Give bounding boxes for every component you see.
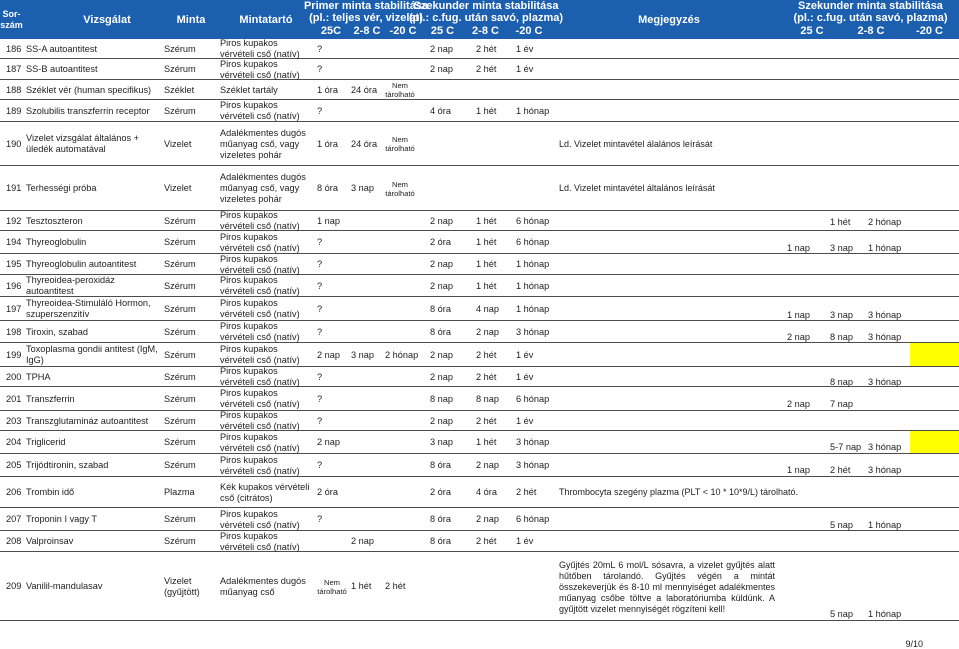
sample-type: Szérum — [164, 216, 196, 226]
secondary-stability-value: 1 nap — [787, 465, 810, 475]
sample-type: Szérum — [164, 281, 196, 291]
stability-value: 8 óra — [430, 514, 451, 524]
row-number: 201 — [6, 394, 22, 404]
stability-value: 2 óra — [430, 237, 451, 247]
secondary-stability-value: 2 nap — [787, 399, 810, 409]
secondary-stability-value: 5 nap — [830, 609, 853, 619]
sample-type: Szérum — [164, 64, 196, 74]
secondary-stability-value: 1 hónap — [868, 609, 902, 619]
stability-value: 8 óra — [430, 304, 451, 314]
stability-value: 2 nap — [430, 281, 453, 291]
stability-value: 3 nap — [351, 183, 374, 193]
sample-type: Szérum — [164, 350, 196, 360]
page-number: 9/10 — [905, 639, 923, 649]
container-type: Adalékmentes dugós műanyag cső — [220, 576, 306, 597]
stability-value: 2 nap — [430, 44, 453, 54]
stability-value: 1 hét — [476, 237, 497, 247]
row-number: 205 — [6, 460, 22, 470]
sample-type: Vizelet — [164, 139, 192, 149]
secondary-stability-value: 3 hónap — [868, 310, 902, 320]
stability-value: 3 nap — [430, 437, 453, 447]
stability-value: 1 hónap — [516, 106, 550, 116]
header-vizsgalat: Vizsgálat — [83, 13, 131, 26]
row-separator — [0, 210, 959, 211]
row-separator — [0, 551, 959, 552]
sample-type: Plazma — [164, 487, 195, 497]
stability-value: 8 óra — [317, 183, 338, 193]
container-type: Kék kupakos vérvételi cső (citrátos) — [220, 482, 310, 503]
secondary-stability-value: 5-7 nap — [830, 442, 862, 452]
secondary-stability-value: 3 hónap — [868, 442, 902, 452]
test-name: SS-B autoantitest — [26, 64, 98, 74]
test-name: Triglicerid — [26, 437, 66, 447]
secondary-stability-value: 3 hónap — [868, 377, 902, 387]
row-number: 204 — [6, 437, 22, 447]
container-type: Piros kupakos vérvételi cső (natív) — [220, 432, 300, 453]
container-type: Piros kupakos vérvételi cső (natív) — [220, 298, 300, 319]
row-separator — [0, 342, 959, 343]
header-temp: 2-8 C — [857, 25, 885, 37]
header-temp: 25 C — [430, 25, 455, 37]
row-number: 199 — [6, 350, 22, 360]
secondary-stability-value: 2 hét — [830, 465, 851, 475]
container-type: Piros kupakos vérvételi cső (natív) — [220, 38, 300, 59]
row-separator — [0, 99, 959, 100]
container-type: Piros kupakos vérvételi cső (natív) — [220, 254, 300, 275]
stability-value: 2 hét — [476, 536, 497, 546]
test-name: Troponin I vagy T — [26, 514, 97, 524]
stability-value: 6 hónap — [516, 394, 550, 404]
stability-value: ? — [317, 237, 323, 247]
test-name: Thyreoidea-Stimuláló Hormon, szuperszenzitív — [26, 298, 151, 319]
stability-value: 2 nap — [476, 514, 499, 524]
sample-type: Szérum — [164, 514, 196, 524]
container-type: Piros kupakos vérvételi cső (natív) — [220, 100, 300, 121]
row-number: 190 — [6, 139, 22, 149]
stability-value: 6 hónap — [516, 237, 550, 247]
stability-value: ? — [317, 372, 323, 382]
row-separator — [0, 296, 959, 297]
secondary-stability-value: 2 nap — [787, 332, 810, 342]
secondary-stability-value: 3 hónap — [868, 332, 902, 342]
row-number: 192 — [6, 216, 22, 226]
stability-value: ? — [317, 514, 323, 524]
container-type: Piros kupakos vérvételi cső (natív) — [220, 455, 300, 476]
stability-value: 1 hónap — [516, 259, 550, 269]
row-number: 187 — [6, 64, 22, 74]
header-sorszam: Sor- szám — [0, 8, 23, 30]
stability-value: 3 hónap — [516, 460, 550, 470]
row-number: 207 — [6, 514, 22, 524]
row-separator — [0, 530, 959, 531]
row-separator — [0, 79, 959, 80]
container-type: Piros kupakos vérvételi cső (natív) — [220, 344, 300, 365]
secondary-stability-value: 8 nap — [830, 377, 853, 387]
row-separator — [0, 507, 959, 508]
header-temp: 25 C — [800, 25, 824, 37]
stability-value: ? — [317, 44, 323, 54]
header-temp: 2-8 C — [472, 25, 499, 37]
test-name: Thyreoglobulin autoantitest — [26, 259, 137, 269]
header-minta: Minta — [176, 13, 206, 26]
header-temp: -20 C — [916, 25, 943, 37]
stability-value: ? — [317, 64, 323, 74]
stability-value: 2 nap — [430, 416, 453, 426]
container-type: Piros kupakos vérvételi cső (natív) — [220, 388, 300, 409]
container-type: Adalékmentes dugós műanyag cső, vagy vizeletes pohár — [220, 172, 306, 204]
stability-value: ? — [317, 460, 323, 470]
row-number: 188 — [6, 85, 22, 95]
stability-value: 1 óra — [317, 139, 338, 149]
test-name: Széklet vér (human specifikus) — [26, 85, 152, 95]
sample-type: Széklet — [164, 85, 195, 95]
secondary-stability-value: 3 nap — [830, 243, 853, 253]
note-text: Thrombocyta szegény plazma (PLT < 10 * 10*9/L) tárolható. — [559, 487, 799, 497]
row-number: 195 — [6, 259, 22, 269]
stability-value: 1 év — [516, 372, 534, 382]
stability-value: 4 óra — [476, 487, 497, 497]
row-separator — [0, 620, 959, 621]
header-temp: 2-8 C — [353, 25, 381, 37]
sample-type: Szérum — [164, 44, 196, 54]
stability-value: 1 óra — [317, 85, 338, 95]
header-szek1-sub: (pl.: c.fug. után savó, plazma) — [408, 12, 564, 24]
stability-value: 2 nap — [430, 64, 453, 74]
test-name: Transzferrin — [26, 394, 75, 404]
stability-value: 4 óra — [430, 106, 451, 116]
stability-value: 2 hét — [516, 487, 537, 497]
row-number: 200 — [6, 372, 22, 382]
sample-type: Szérum — [164, 460, 196, 470]
stability-value: 24 óra — [351, 85, 378, 95]
stability-value: 1 hét — [476, 106, 497, 116]
sample-type: Szérum — [164, 372, 196, 382]
container-type: Piros kupakos vérvételi cső (natív) — [220, 366, 300, 387]
row-number: 186 — [6, 44, 22, 54]
container-type: Piros kupakos vérvételi cső (natív) — [220, 410, 300, 431]
row-number: 203 — [6, 416, 22, 426]
stability-value: 8 nap — [476, 394, 499, 404]
row-number: 197 — [6, 304, 22, 314]
stability-value: Nem tárolható — [385, 135, 415, 153]
stability-value: 1 év — [516, 416, 534, 426]
sample-type: Szérum — [164, 394, 196, 404]
stability-value: 3 nap — [351, 350, 374, 360]
stability-value: Nem tárolható — [385, 81, 415, 99]
secondary-stability-value: 1 nap — [787, 243, 810, 253]
container-type: Piros kupakos vérvételi cső (natív) — [220, 321, 300, 342]
secondary-stability-value: 1 hónap — [868, 520, 902, 530]
container-type: Piros kupakos vérvételi cső (natív) — [220, 232, 300, 253]
sample-type: Szérum — [164, 536, 196, 546]
row-number: 191 — [6, 183, 22, 193]
stability-value: 6 hónap — [516, 216, 550, 226]
row-separator — [0, 366, 959, 367]
note-text: Gyűjtés 20mL 6 mol/L sósavra, a vizelet gyűjtés alatt hűtőben tárolandó. Gyűjtés végén a mintát összekeverjük és 8-10 ml mennyiséget adalékmentes műanyag csőbe töltve a laboratóriumba küldünk. A gyűjtött vizelet mennyiségét rögzíteni kell! — [559, 560, 775, 614]
sample-type: Szérum — [164, 416, 196, 426]
stability-value: 1 nap — [317, 216, 340, 226]
sample-type: Vizelet (gyűjtött) — [164, 576, 200, 597]
container-type: Piros kupakos vérvételi cső (natív) — [220, 210, 300, 231]
secondary-stability-value: 5 nap — [830, 520, 853, 530]
sample-type: Szérum — [164, 259, 196, 269]
stability-value: 2 óra — [317, 487, 338, 497]
test-name: Szolubilis transzferrin receptor — [26, 106, 150, 116]
row-separator — [0, 320, 959, 321]
test-name: Toxoplasma gondii antitest (IgM, IgG) — [26, 344, 158, 365]
stability-value: ? — [317, 281, 323, 291]
test-name: SS-A autoantitest — [26, 44, 97, 54]
container-type: Piros kupakos vérvételi cső (natív) — [220, 275, 300, 296]
row-separator — [0, 230, 959, 231]
stability-value: 24 óra — [351, 139, 378, 149]
header-szek2-sub: (pl.: c.fug. után savó, plazma) — [793, 12, 948, 24]
row-separator — [0, 165, 959, 166]
row-number: 208 — [6, 536, 22, 546]
test-name: Thyreoglobulin — [26, 237, 87, 247]
container-type: Piros kupakos vérvételi cső (natív) — [220, 59, 300, 80]
stability-value: 2 nap — [430, 372, 453, 382]
stability-value: 1 év — [516, 536, 534, 546]
header-temp: 25C — [320, 25, 342, 37]
container-type: Piros kupakos vérvételi cső (natív) — [220, 509, 300, 530]
row-separator — [0, 476, 959, 477]
stability-value: 2 nap — [430, 259, 453, 269]
note-text: Ld. Vizelet mintavétel álalános leírását — [559, 139, 713, 149]
test-name: TPHA — [26, 372, 51, 382]
stability-value: ? — [317, 106, 323, 116]
stability-value: 2 nap — [476, 327, 499, 337]
row-number: 198 — [6, 327, 22, 337]
stability-value: 1 év — [516, 350, 534, 360]
stability-value: ? — [317, 416, 323, 426]
row-separator — [0, 453, 959, 454]
sample-type: Szérum — [164, 437, 196, 447]
stability-value: 3 hónap — [516, 327, 550, 337]
sample-type: Szérum — [164, 327, 196, 337]
stability-value: 2 nap — [317, 437, 340, 447]
row-separator — [0, 58, 959, 59]
row-number: 196 — [6, 281, 22, 291]
header-temp: -20 C — [389, 25, 417, 37]
header-temp: -20 C — [515, 25, 543, 37]
stability-value: 2 nap — [351, 536, 374, 546]
test-name: Vizelet vizsgálat általános + üledék automatával — [26, 133, 139, 154]
stability-value: 4 nap — [476, 304, 499, 314]
header-primer-sub: (pl.: teljes vér, vizelet) — [309, 12, 423, 24]
sample-type: Szérum — [164, 106, 196, 116]
stability-value: 2 hét — [476, 44, 497, 54]
test-name: Tesztoszteron — [26, 216, 83, 226]
row-number: 209 — [6, 581, 22, 591]
secondary-stability-value: 1 nap — [787, 310, 810, 320]
container-type: Széklet tartály — [220, 85, 278, 95]
secondary-stability-value: 2 hónap — [868, 217, 902, 227]
secondary-stability-value: 1 hét — [830, 217, 851, 227]
row-number: 194 — [6, 237, 22, 247]
stability-value: Nem tárolható — [317, 578, 347, 596]
stability-value: 2 óra — [430, 487, 451, 497]
test-name: Valproinsav — [26, 536, 74, 546]
secondary-stability-value: 3 nap — [830, 310, 853, 320]
stability-value: 1 hét — [351, 581, 372, 591]
stability-value: Nem tárolható — [385, 180, 415, 198]
stability-value: 1 hónap — [516, 281, 550, 291]
container-type: Piros kupakos vérvételi cső (natív) — [220, 531, 300, 552]
stability-value: 3 hónap — [516, 437, 550, 447]
row-separator — [0, 253, 959, 254]
stability-value: 2 hét — [476, 64, 497, 74]
stability-value: 8 óra — [430, 327, 451, 337]
stability-value: 2 nap — [476, 460, 499, 470]
row-separator — [0, 430, 959, 431]
test-name: Tiroxin, szabad — [26, 327, 88, 337]
stability-value: 6 hónap — [516, 514, 550, 524]
row-number: 189 — [6, 106, 22, 116]
header-megjegyzes: Megjegyzés — [638, 13, 700, 26]
stability-value: 2 hét — [476, 372, 497, 382]
test-name: Trombin idő — [26, 487, 75, 497]
sample-type: Szérum — [164, 304, 196, 314]
stability-value: 1 év — [516, 44, 534, 54]
test-name: Terhességi próba — [26, 183, 97, 193]
note-text: Ld. Vizelet mintavétel általános leírását — [559, 183, 715, 193]
highlight-cell — [910, 343, 959, 366]
sample-type: Szérum — [164, 237, 196, 247]
container-type: Adalékmentes dugós műanyag cső, vagy vizeletes pohár — [220, 128, 306, 160]
highlight-cell — [910, 431, 959, 453]
stability-value: 1 hét — [476, 259, 497, 269]
stability-value: ? — [317, 304, 323, 314]
header-mintatarto: Mintatartó — [239, 13, 293, 26]
row-number: 206 — [6, 487, 22, 497]
stability-value: 2 hónap — [385, 350, 419, 360]
stability-value: 2 hét — [385, 581, 406, 591]
stability-value: 1 év — [516, 64, 534, 74]
test-name: Thyreoidea-peroxidáz autoantitest — [26, 275, 115, 296]
stability-value: 2 nap — [430, 350, 453, 360]
secondary-stability-value: 3 hónap — [868, 465, 902, 475]
stability-value: ? — [317, 259, 323, 269]
stability-value: 8 nap — [430, 394, 453, 404]
stability-value: 2 hét — [476, 350, 497, 360]
secondary-stability-value: 8 nap — [830, 332, 853, 342]
stability-value: 1 hét — [476, 437, 497, 447]
stability-value: 2 nap — [430, 216, 453, 226]
test-name: Transzglutamináz autoantitest — [26, 416, 149, 426]
stability-value: 1 hét — [476, 216, 497, 226]
sample-type: Vizelet — [164, 183, 192, 193]
stability-value: ? — [317, 394, 323, 404]
row-separator — [0, 274, 959, 275]
header-primer-title: Primer minta stabilitása — [303, 0, 429, 12]
test-name: Trijódtironin, szabad — [26, 460, 109, 470]
stability-value: 2 nap — [317, 350, 340, 360]
header-szek1-title: Szekunder minta stabilitása — [413, 0, 559, 12]
stability-value: 1 hét — [476, 281, 497, 291]
row-separator — [0, 410, 959, 411]
stability-value: ? — [317, 327, 323, 337]
test-name: Vanilil-mandulasav — [26, 581, 103, 591]
secondary-stability-value: 1 hónap — [868, 243, 902, 253]
stability-value: 1 hónap — [516, 304, 550, 314]
header-szek2-title: Szekunder minta stabilitása — [798, 0, 943, 12]
row-separator — [0, 386, 959, 387]
stability-value: 2 hét — [476, 416, 497, 426]
secondary-stability-value: 7 nap — [830, 399, 853, 409]
row-separator — [0, 121, 959, 122]
stability-value: 8 óra — [430, 536, 451, 546]
stability-value: 8 óra — [430, 460, 451, 470]
